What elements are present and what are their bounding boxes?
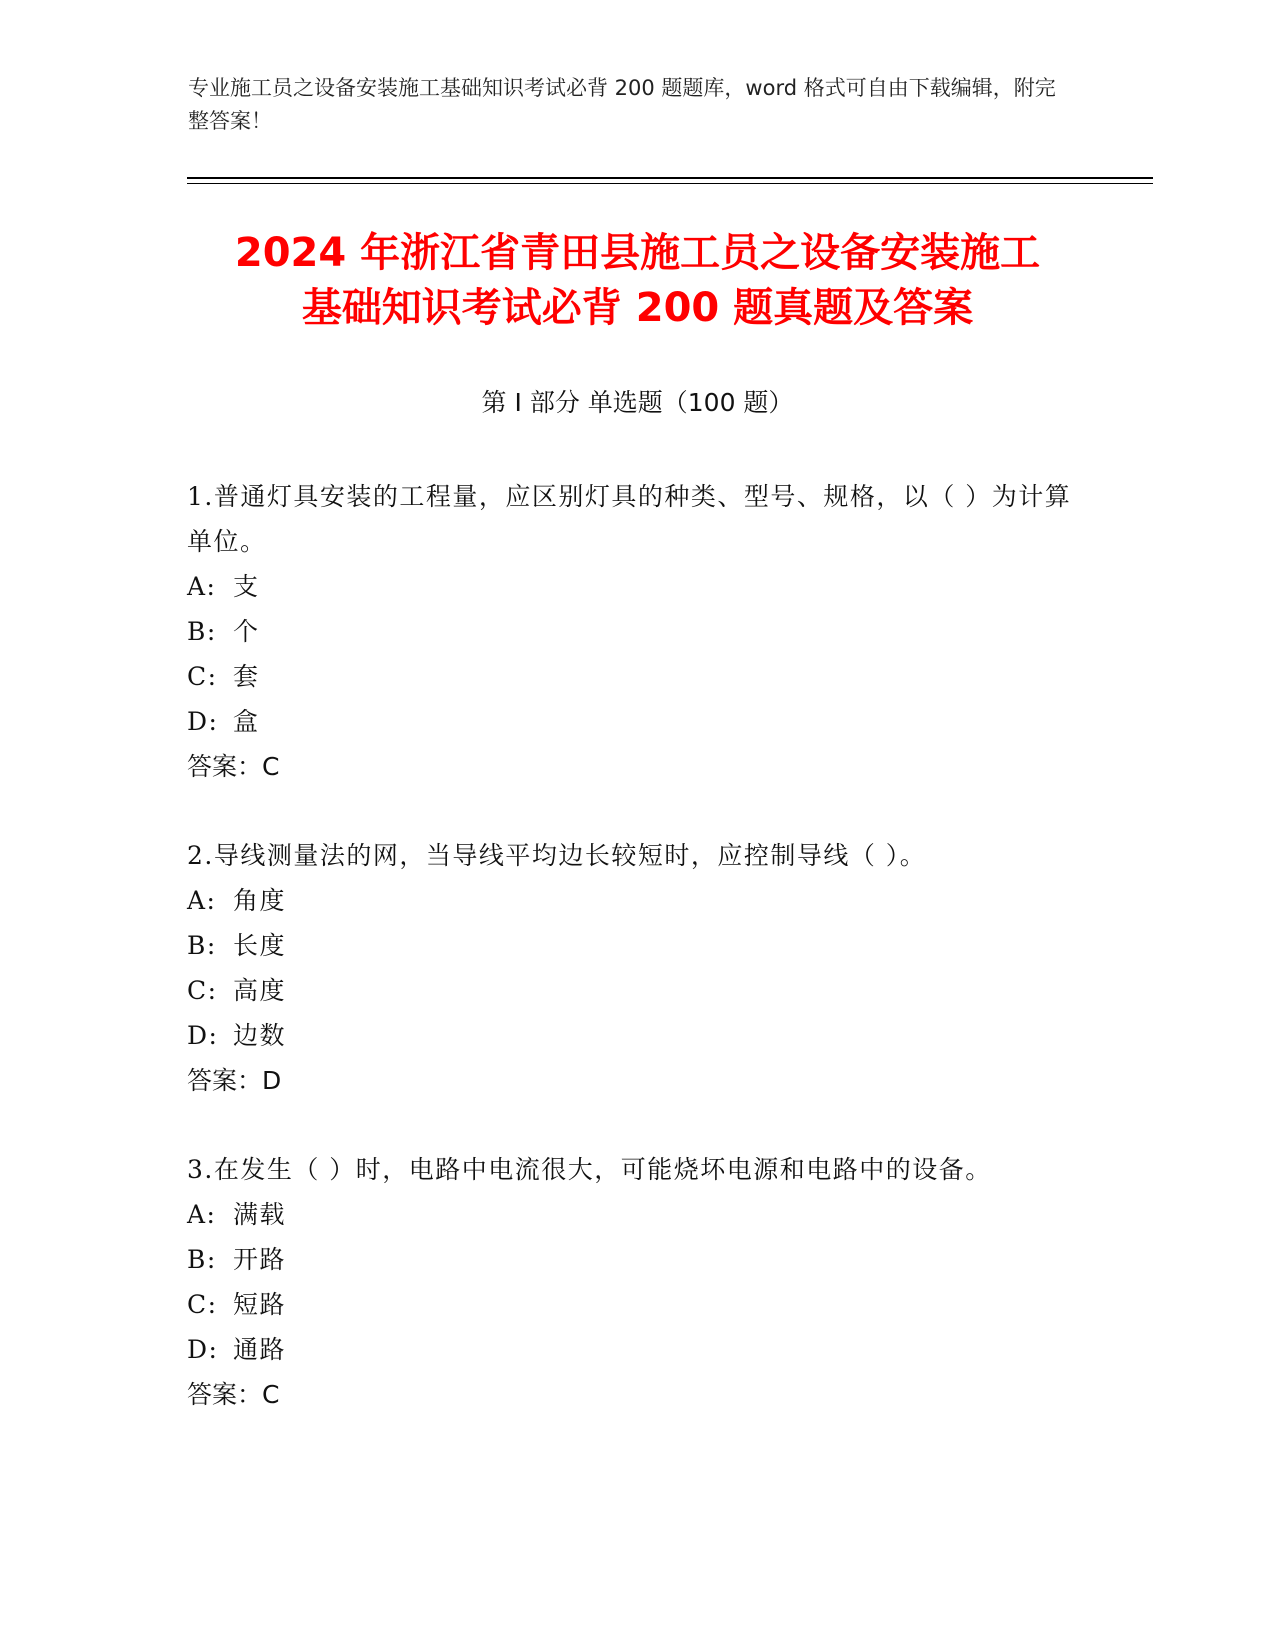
header-divider-thin	[187, 183, 1153, 184]
option-d	[187, 1327, 1087, 1372]
option-c	[187, 1282, 1087, 1327]
answer-line: 答案：C	[187, 752, 280, 781]
option-text: 通路	[233, 1335, 287, 1364]
option-a	[187, 878, 1087, 923]
option-text: 角度	[233, 886, 287, 915]
answer-line: 答案：C	[187, 1380, 280, 1409]
option-letter: C:	[187, 976, 218, 1005]
option-text: 套	[233, 662, 260, 691]
option-text: 长度	[233, 931, 287, 960]
option-d	[187, 1013, 1087, 1058]
question-3	[187, 1147, 1087, 1418]
option-letter: A:	[187, 886, 217, 915]
option-a	[187, 564, 1087, 609]
option-b	[187, 923, 1087, 968]
option-letter: B:	[187, 617, 217, 646]
header-note: 专业施工员之设备安装施工基础知识考试必背 200 题题库，word 格式可自由下载编辑，附完整答案！	[188, 76, 1056, 133]
option-letter: A:	[187, 572, 217, 601]
option-letter: C:	[187, 662, 218, 691]
question-2	[187, 833, 1087, 1104]
document-title	[100, 226, 1175, 336]
option-text: 盒	[233, 707, 260, 736]
header-divider-thick	[187, 177, 1153, 179]
option-letter: B:	[187, 1245, 217, 1274]
question-1	[187, 474, 1087, 790]
option-text: 边数	[233, 1021, 287, 1050]
option-text: 高度	[233, 976, 287, 1005]
question-list	[187, 474, 1087, 1461]
option-text: 个	[233, 617, 260, 646]
option-b	[187, 609, 1087, 654]
option-text: 支	[233, 572, 260, 601]
option-text: 开路	[233, 1245, 287, 1274]
document-title-line-1: 2024 年浙江省青田县施工员之设备安装施工	[234, 230, 1041, 276]
option-letter: D:	[187, 1021, 219, 1050]
option-letter: D:	[187, 707, 219, 736]
section-title: 第 I 部分 单选题（100 题）	[481, 388, 794, 417]
option-letter: A:	[187, 1200, 217, 1229]
option-letter: B:	[187, 931, 217, 960]
answer-line: 答案：D	[187, 1066, 282, 1095]
option-c	[187, 968, 1087, 1013]
option-letter: C:	[187, 1290, 218, 1319]
option-d	[187, 699, 1087, 744]
option-text: 满载	[233, 1200, 287, 1229]
question-text: 1.普通灯具安装的工程量，应区别灯具的种类、型号、规格，以（ ）为计算单位。	[187, 482, 1072, 556]
option-a	[187, 1192, 1087, 1237]
question-text: 3.在发生（ ）时，电路中电流很大，可能烧坏电源和电路中的设备。	[187, 1155, 992, 1184]
option-b	[187, 1237, 1087, 1282]
question-text: 2.导线测量法的网，当导线平均边长较短时，应控制导线（ ）。	[187, 841, 927, 870]
option-letter: D:	[187, 1335, 219, 1364]
document-title-line-2: 基础知识考试必背 200 题真题及答案	[301, 285, 974, 331]
option-text: 短路	[233, 1290, 287, 1319]
option-c	[187, 654, 1087, 699]
